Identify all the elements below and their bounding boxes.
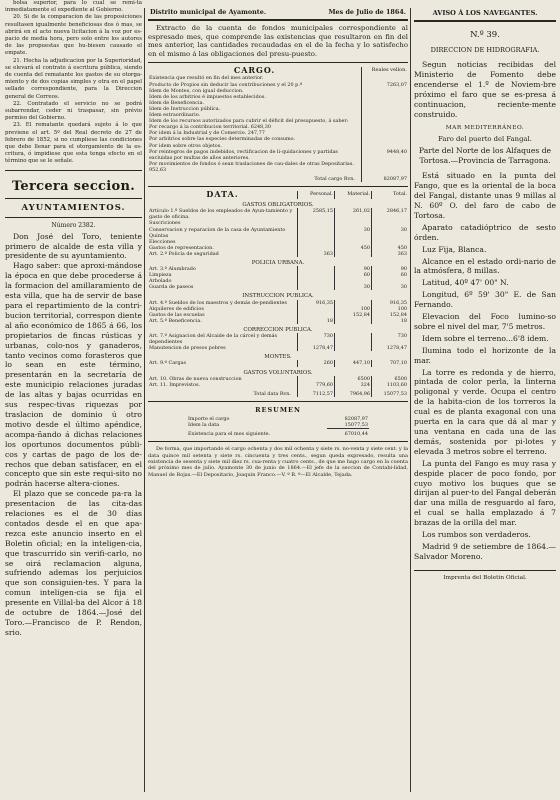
notice-paragraph: Don José del Toro, teniente primero de alcalde de esta villa y presidente de su ayuntamiento. <box>5 231 142 261</box>
data-row <box>148 227 408 233</box>
data-amount-tot: 30 <box>372 284 409 290</box>
condition-paragraph: bolsa superior, para lo cual se remi-ta inmediatamente el expediente al Gobierno. <box>5 0 142 14</box>
aviso-paragraph: Los rumbos son verdaderos. <box>422 530 531 540</box>
data-section-row <box>148 257 408 266</box>
divider <box>148 186 408 187</box>
notice-body <box>5 232 142 638</box>
imprint: Imprenta del Boletin Oficial. <box>443 574 527 581</box>
data-amount-tot: 707,10 <box>372 360 409 366</box>
data-amount-m: 261,02 <box>335 208 372 220</box>
aviso-paragraph: Aparato catadióptrico de sesto órden. <box>414 222 556 242</box>
condition-paragraph: 21. Hecha la adjudicacion por la Superioridad, se elevará el contrato á escritura pública, siendo de cuenta del rematante los gastos de su otorga-miento y de dos copias simples y otra en el papel sellado correspondiente, para la Direccion general de Correos. <box>5 57 142 100</box>
data-col-total: Total. <box>372 191 409 199</box>
resumen-amount: 15077,53 <box>344 421 368 428</box>
aviso-paragraph: Longitud, 6º 59' 30" E. de San Fernando. <box>414 290 556 310</box>
data-table <box>148 191 408 397</box>
aviso-paragraph: Está situado en la punta del Fango, que es la oriental de la boca del Fangal, distante unas 9 millas al N. 60º O. del faro de cabo de Tortosa. <box>414 171 556 220</box>
data-amount-m: 324 <box>335 382 372 388</box>
divider <box>414 20 556 22</box>
resumen-row <box>187 422 369 429</box>
data-col-personal: Personal. <box>298 191 335 199</box>
cargo-item: Por reintegros de pagos indebidos, rectificacion de li-quidaciones y partidas excluidas por multas de años anteriores. <box>149 148 338 161</box>
column-municipal-accounts <box>148 0 408 800</box>
divider <box>148 401 408 402</box>
data-amount-p: 916,35 <box>298 300 335 306</box>
cargo-row <box>148 149 408 161</box>
data-amount-tot: 6500 <box>372 376 409 382</box>
cargo-amount: 9448,40 <box>362 149 409 161</box>
data-item: Art. 5.º Beneficencia. <box>149 317 202 324</box>
data-amount-tot: 916,35 <box>372 300 409 306</box>
month-label: Mes de Julio de 1864. <box>328 8 406 16</box>
aviso-intro: Segun noticias recibidas del Ministerio de Fomento debe encenderse el 1.º de Noviem-bre próximo el faro que se es-presa á continuacion, reciente-mente construido. <box>414 60 556 119</box>
resumen-table <box>187 416 369 437</box>
divider <box>5 170 142 171</box>
data-item: Suscriciones <box>149 220 181 227</box>
contract-conditions <box>5 0 142 166</box>
data-row <box>148 208 408 220</box>
data-amount-p: 18 <box>298 318 335 324</box>
data-amount-m: 30 <box>335 284 372 290</box>
condition-paragraph: 23. El rematante quedará sujeto á lo que previene el art. 5º del Real decreto de 27 de febrero de 1852, si no cumpliese las condiciones que debe llenar para el otorgamiento de la es-critura, ó impidiese que esta tenga efecto en el término que se le señale. <box>5 122 142 165</box>
data-section-row <box>148 367 408 376</box>
resumen-total-value: 67010,44 <box>327 429 369 438</box>
lighthouse-title: Faro del puerto del Fangal. <box>438 135 532 144</box>
aviso-number: N.º 39. <box>470 30 500 40</box>
data-amount-tot: 152,84 <box>372 312 409 318</box>
data-item: Elecciones <box>149 238 176 245</box>
notice-paragraph: Hago saber: que aproxi-mándose la época en que debe procederse á la formacion del amillaramiento de esta villa, que ha de servir de base para el repartimiento de la contri-bucion territorial, correspon diente al año económico de 1865 á 66, los propietarios de fincas rústicas y urbanas, colo-nos y ganaderos, tanto vecinos como forasteros que lo sean en este término, presentarán en la secretaría de este municipio relaciones juradas de las altas y bajas ocurridas en sus respec-tivas riquezas por traslacion de dominio ú otro motivo desde el último apéndice, acompa-ñando á dichas relaciones los oportunos documentos públi-cos y cartas de pago de los de-rechos que deban satisfacer, en el concepto que sin este requi-sito no podrán hacerse altera-ciones. <box>5 261 142 489</box>
data-total-personal: 7112,57 <box>298 388 335 397</box>
data-amount-m: 100 <box>335 306 372 312</box>
cargo-row <box>148 161 408 173</box>
data-item: Alquileres de edificios <box>149 305 204 312</box>
data-col-material: Material. <box>335 191 372 199</box>
data-item: Art. 7.º Asignacion del Alcaide de la cárcel y demás dependientes <box>149 333 278 346</box>
data-total-label: Total data Rvn. <box>253 390 291 397</box>
cargo-item: Idem de Montes, con igual deduccion. <box>149 87 244 94</box>
data-section-title: GASTOS OBLIGATORIOS. <box>242 202 314 209</box>
aviso-paragraph: Idem sobre el terreno...6'8 idem. <box>422 333 549 343</box>
data-amount-m: 152,84 <box>335 312 372 318</box>
accounts-intro: Extracto de la cuenta de fondos municipales correspondiente al espresado mes, que comprende las existencias que resultaron en fin del mes anterior, las cantidades recaudadas en el de la fecha y lo satisfecho en el mismo á las obligaciones del presu-puesto. <box>148 24 408 58</box>
data-amount-m <box>335 333 372 345</box>
cargo-total-label: Total cargo Rvn. <box>314 175 355 182</box>
data-item: Art. 4.º Sueldos de los maestros y demás de-pendientes <box>149 299 287 306</box>
data-section-title: GASTOS VOLUNTARIOS. <box>243 369 313 376</box>
cargo-amount: 7263,07 <box>362 82 409 88</box>
data-item: Art. 3.º Alumbrado <box>149 266 196 273</box>
cargo-item: Idem de Instruccion pública. <box>149 105 221 112</box>
cargo-item: Por idem sobre otros objetos. <box>149 142 222 149</box>
data-amount-tot: 60 <box>372 272 409 278</box>
cargo-table <box>148 67 408 182</box>
resumen-item: Idem la data <box>188 421 220 428</box>
aviso-body <box>414 171 556 562</box>
data-item: Art. 10. Obras de nueva construccion <box>149 375 242 382</box>
data-amount-tot: 730 <box>372 333 409 345</box>
data-amount-tot: 1278,47 <box>372 345 409 351</box>
resumen-amount: 82087,97 <box>344 415 368 422</box>
data-amount-tot: 450 <box>372 245 409 251</box>
aviso-paragraph: Latitud, 40º 47' 00" N. <box>422 278 509 288</box>
data-amount-tot: 2846,17 <box>372 208 409 220</box>
cargo-col-header: Reales vellon. <box>362 67 409 75</box>
sea-title: MAR MEDITERRÁNEO. <box>445 125 525 132</box>
condition-paragraph: 20. Si de la comparacion de las proposiciones resultasen igualmente beneficiosas dos ó mas, se abrirá en el acto nueva licitacion á la voz por es-pacio de media hora, pero solo entre los autores de las propuestas que hu-biesen causado el empate. <box>5 14 142 57</box>
section-title: Tercera seccion. <box>11 178 136 194</box>
data-item: Limpieza <box>149 272 172 279</box>
resumen-title: RESUMEN <box>255 405 301 414</box>
location-title: Parte del Norte de los Alfaques de Tortosa.—Provincia de Tarragona. <box>418 146 552 166</box>
data-amount-m: 60 <box>335 272 372 278</box>
cargo-item: Idem de los arbitrios é impuestos establecidos. <box>149 93 266 100</box>
data-item: Conservacion y reparacion de la casa de Ayuntamiento <box>149 226 286 233</box>
section-subtitle: AYUNTAMIENTOS. <box>21 202 126 213</box>
data-amount-p: 779,60 <box>298 382 335 388</box>
notice-number: Número 2382. <box>51 221 96 229</box>
running-header <box>150 8 406 16</box>
data-amount-p: 1278,47 <box>298 345 335 351</box>
divider <box>148 441 408 442</box>
data-amount-m: 30 <box>335 227 372 233</box>
data-item: Art. 2.º Policía de seguridad <box>149 250 219 257</box>
divider <box>5 217 142 218</box>
resumen-item: Importe el cargo <box>188 415 230 422</box>
aviso-paragraph: La torre es redonda y de hierro, pintada de color perla, la linterna poligonal y verde. Ocupa el centro de la habita-cion de los torreros la cual es de planta exagonal con una puerta en la cara que dá al mar y una ventana en cada una de las demás, sostenida por pi-lotes y elevada 3 metros sobre el terreno. <box>414 367 556 456</box>
data-amount-tot: 18 <box>372 318 409 324</box>
cargo-item: Por movimientos de fondos ó sean traslaciones de cau-dales de otras Depositarias. 952,63 <box>149 160 354 173</box>
cargo-item: Existencia que resultó en fin del mes anterior. <box>149 75 264 82</box>
direccion-title: DIRECCION DE HIDROGRAFIA. <box>430 46 540 54</box>
data-item: Gastos de representacion. <box>149 244 214 251</box>
data-amount-tot: 30 <box>372 227 409 233</box>
data-total-material: 7964,96 <box>335 388 372 397</box>
data-total-total: 15077,53 <box>372 388 409 397</box>
divider <box>148 19 408 21</box>
cargo-total-value: 82087,97 <box>362 173 409 182</box>
data-amount-tot: 100 <box>372 306 409 312</box>
data-amount-m: 447,10 <box>335 360 372 366</box>
aviso-paragraph: Madrid 9 de setiembre de 1864.—Salvador Moreno. <box>414 541 556 561</box>
data-amount-m: 90 <box>335 266 372 272</box>
aviso-paragraph: Luz Fija, Blanca. <box>422 244 487 254</box>
cargo-item: Por recargo á la contribucion territorial. 6248,30 <box>149 124 271 131</box>
cargo-item: Por arbitrios sobre las especies determinadas de consumo. <box>149 136 296 143</box>
accounts-footer: De forma, que importando el cargo ochenta y dos mil ochenta y siete rs. no-venta y siete cent. y la data quince mil setenta y siete rs. cincuenta y tres cents., segun queda expresado, resulta una existencia de sesenta y siete mil diez rs. cua-renta y cuatro cents., de que me hago cargo en la cuenta del próximo mes de julio. Ayamonte 30 de junio de 1864.—El jefe de la seccion de Contabi-lidad, Manuel de Rojas.—El Depositario, Joaquin Franco.—V. º B. º—El Alcalde, Tejada. <box>148 446 408 478</box>
data-section-title: INSTRUCCION PUBLICA. <box>242 293 314 300</box>
data-row <box>148 333 408 345</box>
cargo-item: Idem de los recursos autorizados para cubrir el déficit del presupuesto, á saber: <box>149 118 349 125</box>
condition-paragraph: 22. Contratado el servicio no se podrá subarrendar, ceder ni traspasar, sin prévio permiso del Gobierno. <box>5 100 142 122</box>
column-rule <box>410 8 411 792</box>
data-amount-tot: 1103,60 <box>372 382 409 388</box>
cargo-amount <box>362 161 409 173</box>
data-amount-m: 6500 <box>335 376 372 382</box>
aviso-paragraph: La punta del Fango es muy rasa y despide placer de poco fondo, por cuyo motivo los buques que se dirijan al puer-to del Fangal deberán dar una milla de resguardo al faro, el cual se halla emplazado á 7 brazas de la orilla del mar. <box>414 458 556 528</box>
cargo-item: Idem de Beneficencia. <box>149 99 205 106</box>
data-item: Artículo 1.º Sueldos de los empleados de Ayun-tamiento y gasto de oficina. <box>149 208 293 221</box>
cargo-item: Idem estraordinario. <box>149 112 201 119</box>
data-amount-tot: 363 <box>372 251 409 257</box>
aviso-paragraph: Ilumina todo el horizonte de la mar. <box>414 345 556 365</box>
aviso-paragraph: Alcance en el estado ordi-nario de la atmósfera, 8 millas. <box>414 256 556 276</box>
data-section-title: MONTES. <box>264 354 292 361</box>
data-amount-m: 450 <box>335 245 372 251</box>
data-item: Gastos de las escuelas <box>149 311 205 318</box>
divider <box>5 198 142 199</box>
data-section-title: CORRECCION PUBLICA. <box>243 326 313 333</box>
data-amount-p: 730 <box>298 333 335 345</box>
divider <box>148 62 408 63</box>
divider <box>414 570 556 571</box>
column-rule <box>144 8 145 792</box>
district-label: Distrito municipal de Ayamonte. <box>150 8 267 16</box>
data-item: Art. 9.º Cargas <box>149 360 187 367</box>
data-section-row <box>148 199 408 208</box>
data-item: Arbolado <box>149 278 172 285</box>
data-item: Guarda de paseos <box>149 284 194 291</box>
data-amount-tot: 90 <box>372 266 409 272</box>
data-amount-p: 363 <box>298 251 335 257</box>
data-item: Art. 11. Imprevistos. <box>149 381 201 388</box>
data-section-row <box>148 324 408 333</box>
data-section-title: POLICIA URBANA. <box>251 260 305 266</box>
data-item: Quintas <box>149 232 169 239</box>
column-navigators <box>414 0 556 800</box>
aviso-paragraph: Elevacion del Foco lumino-so sobre el nivel del mar, 7'5 metros. <box>414 312 556 331</box>
data-section-row <box>148 290 408 299</box>
data-amount-p: 2585,15 <box>298 208 335 220</box>
notice-paragraph: El plazo que se concede pa-ra la presentacion de las cita-das relaciones es el de 30 días contados desde el en que apa-rezca este anuncio inserto en el Boletin oficial; en la inteligen-cia, que trascurrido sin verifi-carlo, no se oirá reclamacion alguna, sufriendo ademas los perjuicios que son consiguien-tes. Y para la comun inteligen-cia se fija el presente en Villal-ba del Alcor á 18 de octubre de 1864.—José del Toro.—Francisco de P. Rendon, srio. <box>5 489 142 637</box>
data-item: Manutencion de presos pobres <box>149 345 226 352</box>
data-section-row <box>148 351 408 360</box>
data-amount-p: 260 <box>298 360 335 366</box>
cargo-title: CARGO. <box>233 65 276 76</box>
data-title: DATA. <box>206 189 239 200</box>
cargo-item: Producto de Propios sin deducir las contribuciones y el 20 p.º <box>149 81 303 88</box>
resumen-total-label: Existencia para el mes siguiente. <box>188 430 271 437</box>
column-ayuntamientos <box>5 0 142 800</box>
navigators-header: AVISO Á LOS NAVEGANTES. <box>432 9 538 17</box>
cargo-item: Por idem á la Industrial y de Comercio. 247,77 <box>149 130 265 137</box>
